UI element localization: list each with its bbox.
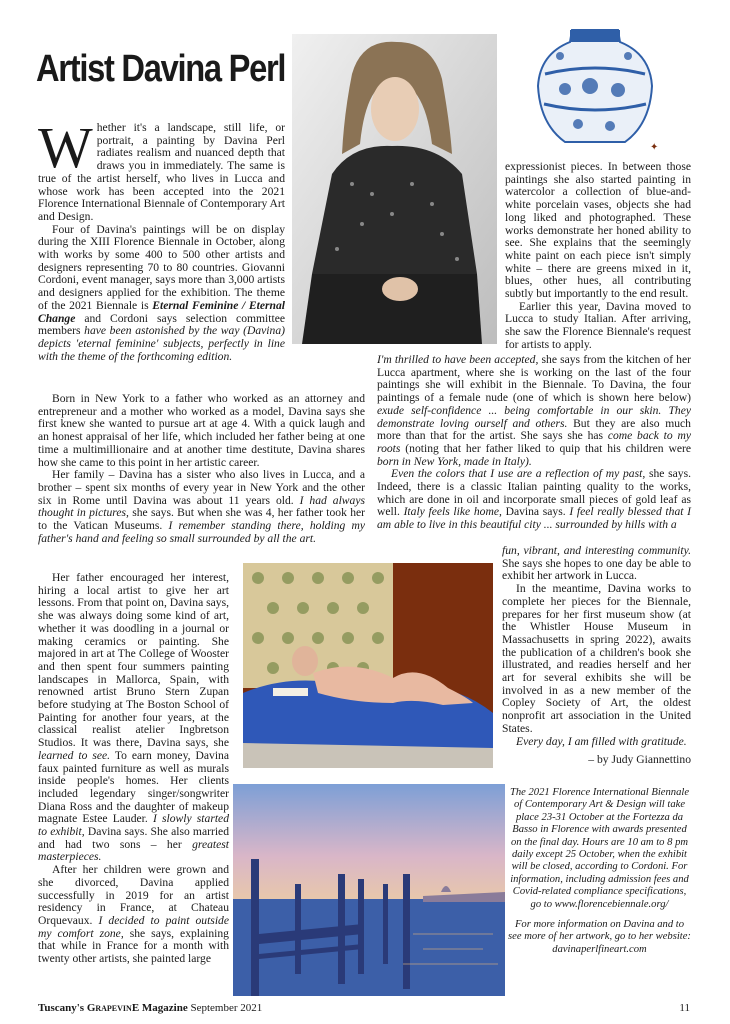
- paragraph: After her children were grown and she divorced, Davina applied successfully in 2019 for an artist residency in France, at Chateau Orquevaux. I decided to paint outside my comfort zone, she says, explaining that while in France for a month with twenty other artists, she painted large: [38, 863, 229, 966]
- reclining-nude-painting: [243, 563, 493, 768]
- paragraph: Every day, I am filled with gratitude.: [516, 734, 687, 748]
- drop-cap: W: [38, 115, 93, 180]
- right-wide-paragraphs: [377, 354, 691, 532]
- right-column-bottom: [502, 545, 691, 767]
- paragraph: Her father encouraged her interest, hiring a local artist to give her art lessons. From that point on, Davina says, she was always doing some kind of art, whether it was doodling in a journal or making ceramics or painting. She majored in art at The College of Wooster and then spent four summers painting landscapes in Mallorca, Spain, with renowned artist Bruno Stern Zupan before studying at The Boston School of Painting for another four years, at the classical realist atelier Ingbretson Studios. It was there, Davina says, she learned to see. To earn money, Davina faux painted furniture as well as murals inside people's homes. Her clients included legendary singer/songwriter Diana Ross and the daughter of makeup magnate Estee Lauder. I slowly started to exhibit, Davina says. She also married and had two sons – her greatest masterpieces.: [38, 571, 229, 864]
- wide-paragraphs: [38, 393, 365, 545]
- publication-suffix: Magazine: [141, 1002, 188, 1014]
- paragraph: fun, vibrant, and interesting community. She says she hopes to one day be able to exhibit her artwork in Lucca.: [502, 544, 691, 583]
- paragraph: Born in New York to a father who worked as an attorney and entrepreneur and a mother who worked as a model, Davina says she first knew she wanted to pursue art at age 4. With a quick laugh and an honest appraisal of her life, which included her father being at one time a multimillionaire and at another time destitute, Davina shares how she came to this point in her artistic career.: [38, 392, 365, 469]
- publication-name: GrapevinE: [86, 1002, 140, 1014]
- paragraph: I'm thrilled to have been accepted, she says from the kitchen of her Lucca apartment, where she is working on the last of the four paintings she will exhibit in the Biennale. To Davina, the four paintings of a female nude (one of which is shown here below) exude self-confidence ... being comfortable in our skin. They demonstrate loving ourself and others. But they are also much more than that for the artist. She says she has come back to my roots (noting that her father liked to quip that his children were born in New York, made in Italy).: [377, 353, 691, 468]
- venice-lagoon-painting: [233, 784, 505, 996]
- issue-date: September 2021: [190, 1002, 263, 1014]
- porcelain-vase-painting: [530, 24, 660, 152]
- paragraph: expressionist pieces. In between those paintings she also started painting in watercolor a collection of blue-and-white porcelain vases, objects she had long liked and photographed. These works demonstrate her honed ability to see. She explains that the seemingly white paint on each piece isn't simply white – there are greens mixed in it, blues, other hues, all contributing subtly but importantly to the end result.: [505, 160, 691, 301]
- page-number: 11: [679, 1002, 690, 1014]
- intro-paragraph: Whether it's a landscape, still life, or portrait, a painting by Davina Perl radiates realism and nuanced depth that draws you in immediately. The same is true of the artist herself, who lives in Lucca and whose work has been accepted into the 2021 Florence International Biennale of Contemporary Art and Design.: [38, 115, 285, 223]
- paragraph: Her family – Davina has a sister who also lives in Lucca, and a brother – spent six months of every year in New York and the other six in Rome until Davina was about 11 years old. I had always thought in pictures, she says. But when she was 4, her father took her to the Vatican Museums. I remember standing there, holding my father's hand and feeling so small surrounded by all the art.: [38, 468, 366, 545]
- publication-prefix: Tuscany's: [38, 1002, 85, 1014]
- byline: – by Judy Giannettino: [588, 753, 691, 767]
- portrait-illustration: [292, 34, 497, 344]
- paragraph: In the meantime, Davina works to complete her pieces for the Biennale, prepares for her first museum show (at the Whistler House Museum in Massachusetts in spring 2022), awaits the publication of a children's book she illustrated, and readies herself and her art for several exhibits she will be involved in as a new member of the Copley Society of Art, the oldest nonprofit art association in the United States.: [502, 582, 691, 735]
- biennale-info-text: The 2021 Florence International Biennale of Contemporary Art & Design will take place 23-31 October at the Fortezza da Basso in Florence with awards presented on the final day. Hours are 10 am to 8 pm daily except 25 October, when the exhibit will be closed, according to Cordoni. For information, including admission fees and Covid-related compliance specifications, go to www.florencebiennale.org/: [509, 787, 690, 910]
- left-column-bottom: [38, 572, 229, 966]
- paragraph: Earlier this year, Davina moved to Lucca to study Italian. After arriving, she saw the Florence Biennale's request for artists to apply.: [505, 299, 691, 351]
- right-column-top: [505, 161, 691, 352]
- paragraph: Even the colors that I use are a reflection of my past, she says. Indeed, there is a classic Italian painting quality to the works, which are done in oil and incorporate small pieces of gold leaf as well. Italy feels like home, Davina says. I feel really blessed that I am able to live in this beautiful city ... surrounded by hills with a: [377, 467, 692, 532]
- article-title: Artist Davina Perl: [36, 48, 286, 90]
- left-column-top: [38, 115, 286, 363]
- publication-info: [38, 1002, 262, 1014]
- svg-text:✦: ✦: [650, 142, 659, 152]
- paragraph: Four of Davina's paintings will be on display during the XIII Florence Biennale in October, along with works by some 400 to 500 other artists and designers representing 70 to 80 countries. Giovanni Cordoni, event manager, says more than 3,000 artists and designers applied for the exhibition. The theme of the 2021 Biennale is Eternal Feminine / Eternal Change and Cordoni says selection committee members have been astonished by the way (Davina) depicts 'eternal feminine' subjects, perfectly in line with the theme of the forthcoming edition.: [38, 222, 286, 363]
- biennale-info-caption: [508, 787, 691, 964]
- more-info-text: For more information on Davina and to see more of her artwork, go to her website: davinaperlfineart.com: [508, 919, 691, 955]
- page-footer: [38, 1002, 690, 1014]
- artist-portrait-photo: [292, 34, 497, 344]
